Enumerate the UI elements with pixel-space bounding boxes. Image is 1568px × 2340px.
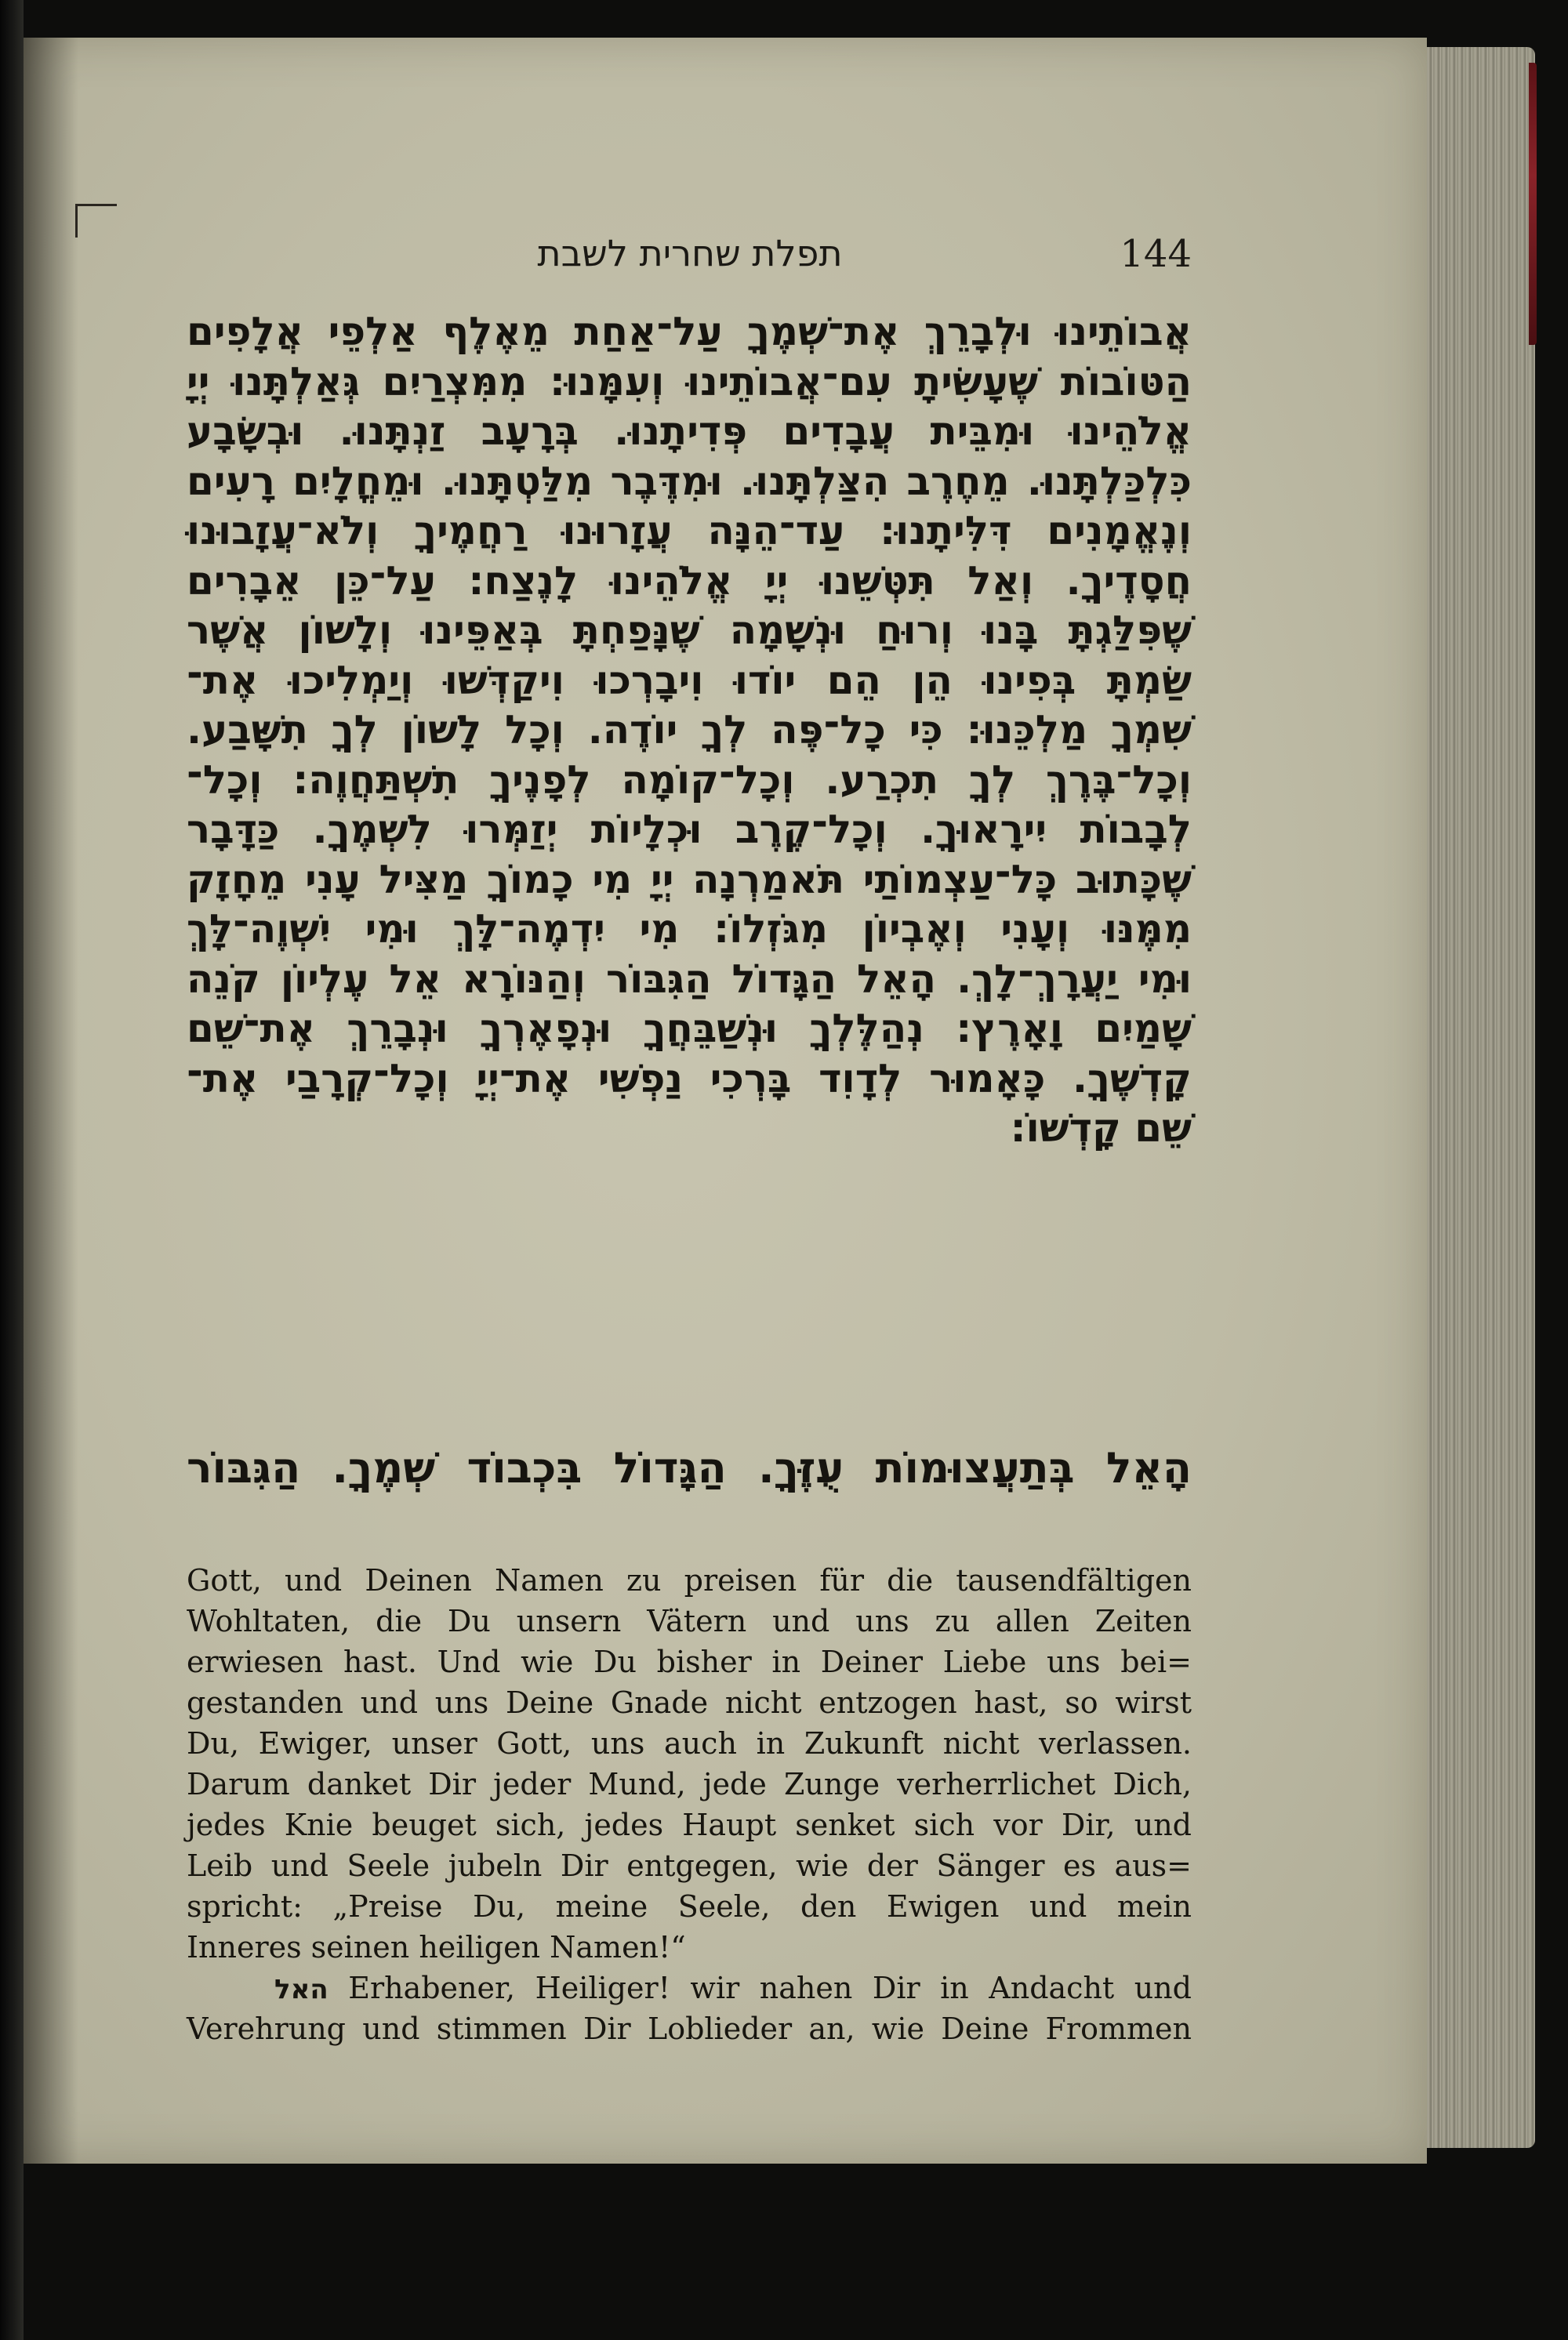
page-edges bbox=[1417, 47, 1535, 2148]
hebrew-line: וְנֶאֱמָנִים דִּלִּיתָנוּ: עַד־הֵנָּה עֲזָרוּנוּ רַחֲמֶיךָ וְלֹא־עֲזָבוּנוּ bbox=[187, 508, 1192, 553]
german-paragraph-start bbox=[187, 1968, 1192, 2008]
german-line: Du, Ewiger, unser Gott, uns auch in Zukunft nicht verlassen. bbox=[187, 1726, 1192, 1761]
hebrew-line: לְבָבוֹת יִירָאוּךָ. וְכָל־קֶרֶב וּכְלָיוֹת יְזַמְּרוּ לִשְׁמֶךָ. כַּדָּבָר bbox=[187, 807, 1192, 852]
page-number: 144 bbox=[1120, 232, 1192, 276]
german-line: jedes Knie beuget sich, jedes Haupt senket sich vor Dir, und bbox=[187, 1808, 1192, 1842]
hebrew-line: שֵׁם קָדְשׁוֹ: bbox=[1010, 1105, 1192, 1151]
german-line: Wohltaten, die Du unsern Vätern und uns zu allen Zeiten bbox=[187, 1604, 1192, 1638]
hebrew-line: קָדְשֶׁךָ. כָּאָמוּר לְדָוִד בָּרְכִי נַפְשִׁי אֶת־יְיָ וְכָל־קְרָבַי אֶת־ bbox=[187, 1055, 1192, 1101]
german-line: Leib und Seele jubeln Dir entgegen, wie der Sänger es aus= bbox=[187, 1848, 1192, 1883]
hebrew-line: וְכָל־בֶּרֶךְ לְךָ תִכְרַע. וְכָל־קוֹמָה לְפָנֶיךָ תִשְׁתַּחֲוֶה: וְכָל־ bbox=[187, 756, 1192, 803]
german-translation bbox=[187, 1560, 1192, 2049]
hebrew-line: חֲסָדֶיךָ. וְאַל תִּטְּשֵׁנוּ יְיָ אֱלֹהֵינוּ לָנֶצַח: עַל־כֵּן אֵבָרִים bbox=[187, 557, 1192, 604]
german-line: gestanden und uns Deine Gnade nicht entzogen hast, so wirst bbox=[187, 1685, 1192, 1720]
hebrew-line: שִׁמְךָ מַלְכֵּנוּ: כִּי כָל־פֶּה לְךָ יוֹדֶה. וְכָל לָשׁוֹן לְךָ תִשָּׁבַע. bbox=[187, 707, 1192, 753]
german-line: Verehrung und stimmen Dir Loblieder an, wie Deine Frommen bbox=[187, 2012, 1192, 2046]
german-line: spricht: „Preise Du, meine Seele, den Ewigen und mein bbox=[187, 1889, 1192, 1924]
hebrew-section-opening: הָאֵל בְּתַעֲצוּמוֹת עֻזֶּךָ. הַגָּדוֹל בִּכְבוֹד שְׁמֶךָ. הַגִּבּוֹר bbox=[187, 1443, 1192, 1493]
hebrew-line: שֶׁפִּלַּגְתָּ בָּנוּ וְרוּחַ וּנְשָׁמָה שֶׁנָּפַחְתָּ בְּאַפֵּינוּ וְלָשׁוֹן אֲשֶׁר bbox=[187, 608, 1192, 653]
hebrew-line: הַטּוֹבוֹת שֶׁעָשִׂיתָ עִם־אֲבוֹתֵינוּ וְעִמָּנוּ: מִמִּצְרַיִם גְּאַלְתָּנוּ יְיָ bbox=[187, 358, 1192, 405]
german-line: Inneres seinen heiligen Namen!“ bbox=[187, 1930, 686, 1965]
german-line: Gott, und Deinen Namen zu preisen für die tausendfältigen bbox=[187, 1563, 1192, 1598]
hebrew-cue-word: האל bbox=[274, 1974, 328, 2005]
gutter-shadow bbox=[24, 38, 78, 2164]
hebrew-prayer-text bbox=[187, 307, 1192, 1154]
hebrew-line: אֱלֹהֵינוּ וּמִבֵּית עֲבָדִים פְּדִיתָנוּ. בְּרָעָב זַנְתָּנוּ. וּבְשָׂבָע bbox=[187, 408, 1192, 454]
hebrew-line: מִמֶּנּוּ וְעָנִי וְאֶבְיוֹן מִגֹּזְלוֹ: מִי יִדְמֶה־לָּךְ וּמִי יִשְׁוֶה־לָּךְ bbox=[187, 906, 1192, 952]
hebrew-line: כִּלְכַּלְתָּנוּ. מֵחֶרֶב הִצַּלְתָּנוּ. וּמִדֶּבֶר מִלַּטְתָּנוּ. וּמֵחֳלָיִם רָעִים bbox=[187, 458, 1192, 504]
bookmark-ribbon-edge bbox=[1529, 63, 1537, 345]
german-line: Darum danket Dir jeder Mund, jede Zunge verherrlichet Dich, bbox=[187, 1767, 1192, 1801]
hebrew-line: שֶׁכָּתוּב כָּל־עַצְמוֹתַי תֹּאמַרְנָה יְיָ מִי כָמוֹךָ מַצִּיל עָנִי מֵחָזָק bbox=[187, 856, 1192, 902]
scan-left-border bbox=[0, 0, 24, 2340]
running-title: תפלת שחרית לשבת bbox=[537, 232, 843, 274]
corner-mark bbox=[75, 204, 117, 238]
hebrew-line: שַׂמְתָּ בְּפִינוּ הֵן הֵם יוֹדוּ וִיבָרְכוּ וִיקַדְּשׁוּ וְיַמְלִיכוּ אֶת־ bbox=[187, 657, 1192, 703]
german-line-text: Erhabener, Heiliger! wir nahen Dir in Andacht und bbox=[348, 1971, 1192, 2005]
hebrew-line: שָׁמַיִם וָאָרֶץ: נְהַלֶּלְךָ וּנְשַׁבֵּחֲךָ וּנְפָאֶרְךָ וּנְבָרֵךְ אֶת־שֵׁם bbox=[187, 1006, 1192, 1051]
hebrew-line: אֲבוֹתֵינוּ וּלְבָרֵךְ אֶת־שְׁמֶךָ עַל־אַחַת מֵאֶלֶף אַלְפֵי אֲלָפִים bbox=[187, 309, 1192, 354]
german-line: erwiesen hast. Und wie Du bisher in Deiner Liebe uns bei= bbox=[187, 1645, 1192, 1679]
hebrew-line: וּמִי יַעֲרָךְ־לָךְ. הָאֵל הַגָּדוֹל הַגִּבּוֹר וְהַנּוֹרָא אֵל עֶלְיוֹן קֹנֵה bbox=[187, 956, 1192, 1002]
